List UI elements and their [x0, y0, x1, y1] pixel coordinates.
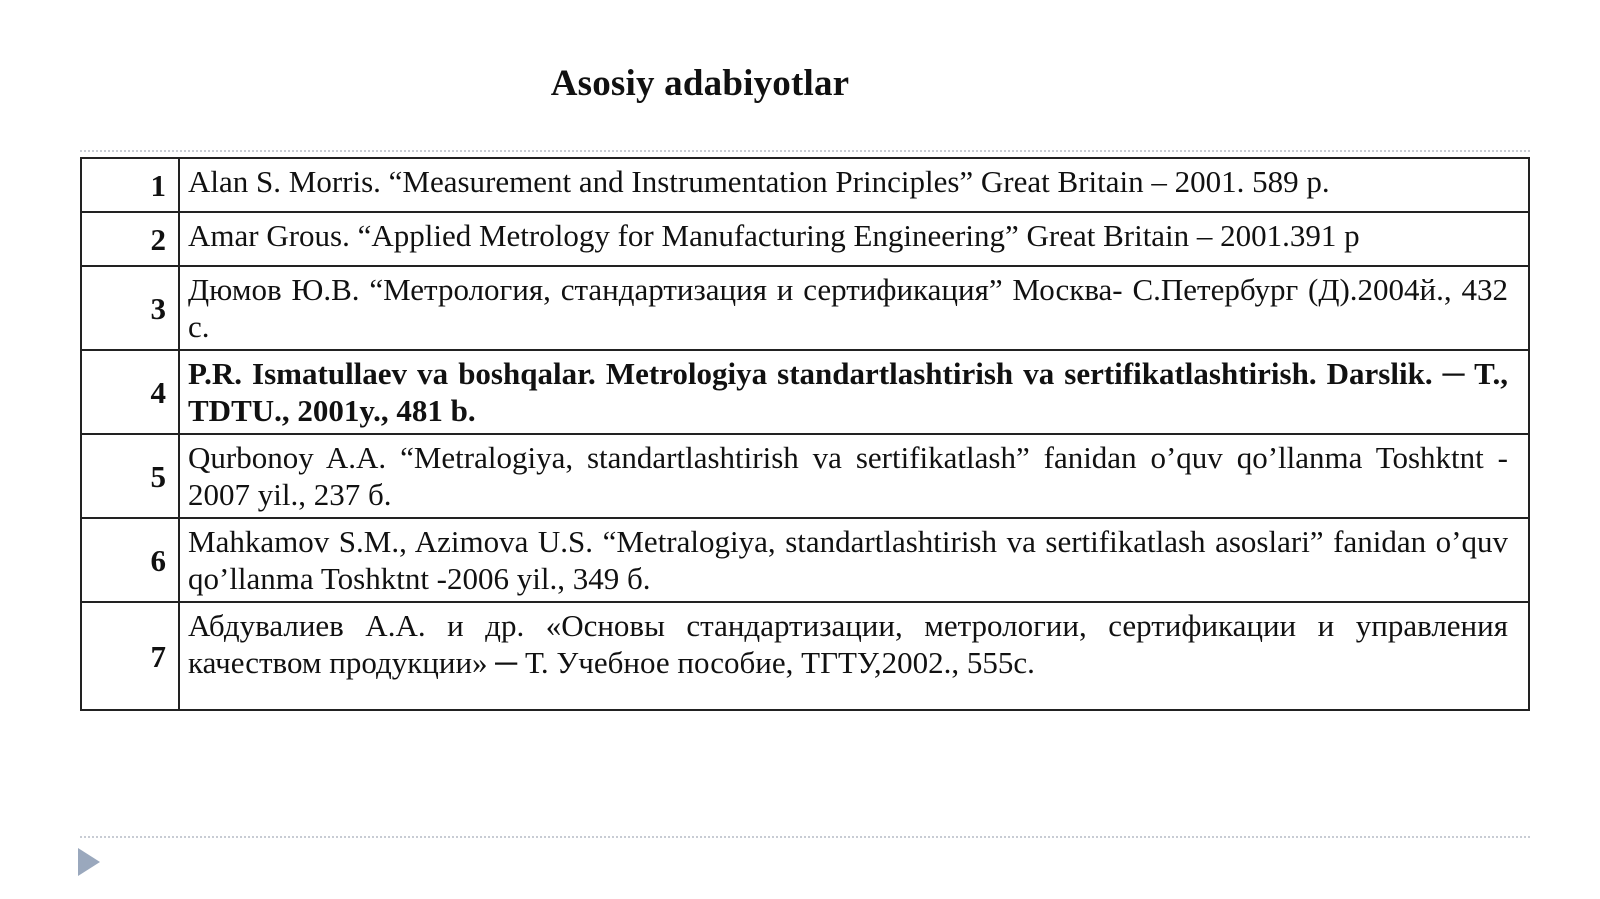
slide-title: Asosiy adabiyotlar — [550, 63, 850, 104]
reference-text: Абдувалиев А.А. и др. «Основы стандартизации, метрологии, сертификации и управления качеством продукции» ─ Т. Учебное пособие, ТГТУ,2002., 555с. — [179, 602, 1529, 710]
row-number: 1 — [81, 158, 179, 212]
top-divider — [80, 150, 1530, 152]
row-number: 3 — [81, 266, 179, 350]
table-row — [81, 518, 1529, 602]
table-row — [81, 602, 1529, 710]
bottom-divider — [80, 836, 1530, 838]
reference-text: Alan S. Morris. “Measurement and Instrumentation Principles” Great Britain – 2001. 589 p. — [179, 158, 1529, 212]
reference-text: Qurbonoy A.A. “Metralogiya, standartlashtirish va sertifikatlash” fanidan o’quv qo’llanma Toshktnt - 2007 yil., 237 б. — [179, 434, 1529, 518]
reference-text: Mahkamov S.M., Azimova U.S. “Metralogiya, standartlashtirish va sertifikatlash asoslari” fanidan o’quv qo’llanma Toshktnt -2006 yil., 349 б. — [179, 518, 1529, 602]
row-number: 5 — [81, 434, 179, 518]
reference-text: Amar Grous. “Applied Metrology for Manufacturing Engineering” Great Britain – 2001.391 p — [179, 212, 1529, 266]
reference-text: P.R. Ismatullaev va boshqalar. Metrologiya standartlashtirish va sertifikatlashtirish. Darslik. ─ T., TDTU., 2001y., 481 b. — [179, 350, 1529, 434]
table-row — [81, 212, 1529, 266]
row-number: 6 — [81, 518, 179, 602]
row-number: 2 — [81, 212, 179, 266]
play-arrow-icon[interactable] — [78, 848, 100, 876]
reference-text: Дюмов Ю.В. “Метрология, стандартизация и сертификация” Москва- С.Петербург (Д).2004й., 432 с. — [179, 266, 1529, 350]
table-row — [81, 266, 1529, 350]
row-number: 4 — [81, 350, 179, 434]
table-row — [81, 350, 1529, 434]
table-row — [81, 434, 1529, 518]
references-table — [80, 157, 1530, 711]
row-number: 7 — [81, 602, 179, 710]
table-row — [81, 158, 1529, 212]
